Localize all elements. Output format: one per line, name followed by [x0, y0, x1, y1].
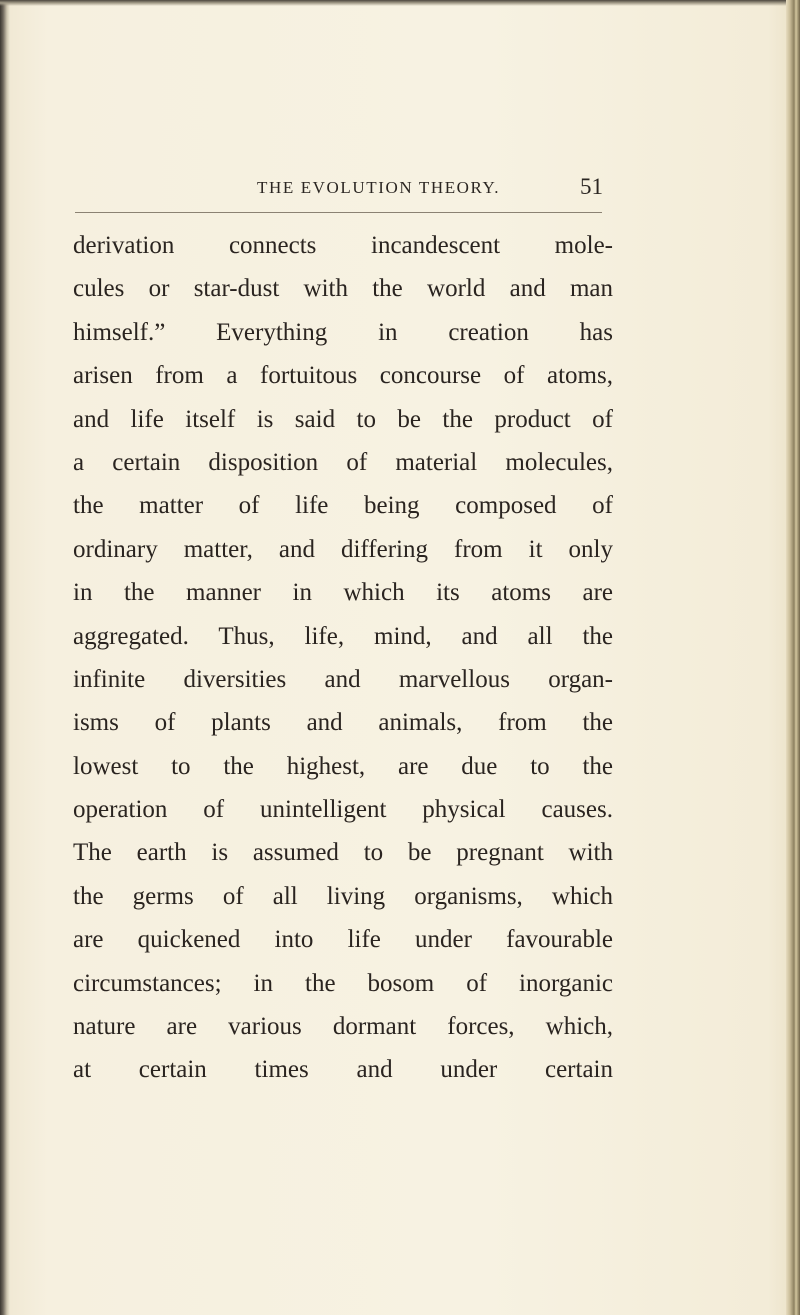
body-text	[73, 224, 613, 1092]
text-line: nature are various dormant forces, which,	[73, 1013, 613, 1041]
text-line: lowest to the highest, are due to the	[73, 752, 613, 780]
text-line: circumstances; in the bosom of inorganic	[73, 969, 613, 997]
text-line: himself.” Everything in creation has	[73, 318, 613, 346]
text-line: The earth is assumed to be pregnant with	[73, 839, 613, 867]
page-number: 51	[580, 174, 603, 199]
text-line: and life itself is said to be the product of	[73, 405, 613, 433]
text-line: ordinary matter, and differing from it only	[73, 535, 613, 563]
page-top-edge	[0, 0, 800, 6]
text-line: cules or star-dust with the world and man	[73, 275, 613, 303]
text-line: infinite diversities and marvellous organ-	[73, 665, 613, 693]
text-line: operation of unintelligent physical causes.	[73, 796, 613, 824]
running-title: THE EVOLUTION THEORY.	[257, 178, 501, 197]
text-line: in the manner in which its atoms are	[73, 579, 613, 607]
text-line: are quickened into life under favourable	[73, 926, 613, 954]
text-line: at certain times and under certain	[73, 1056, 613, 1084]
text-line: a certain disposition of material molecules,	[73, 448, 613, 476]
text-line: the germs of all living organisms, which	[73, 882, 613, 910]
running-head	[0, 174, 800, 204]
text-line: arisen from a fortuitous concourse of atoms,	[73, 362, 613, 390]
text-line: derivation connects incandescent mole-	[73, 232, 613, 259]
header-rule	[75, 212, 602, 213]
text-line: the matter of life being composed of	[73, 492, 613, 520]
text-line: aggregated. Thus, life, mind, and all the	[73, 622, 613, 650]
text-line: isms of plants and animals, from the	[73, 709, 613, 737]
